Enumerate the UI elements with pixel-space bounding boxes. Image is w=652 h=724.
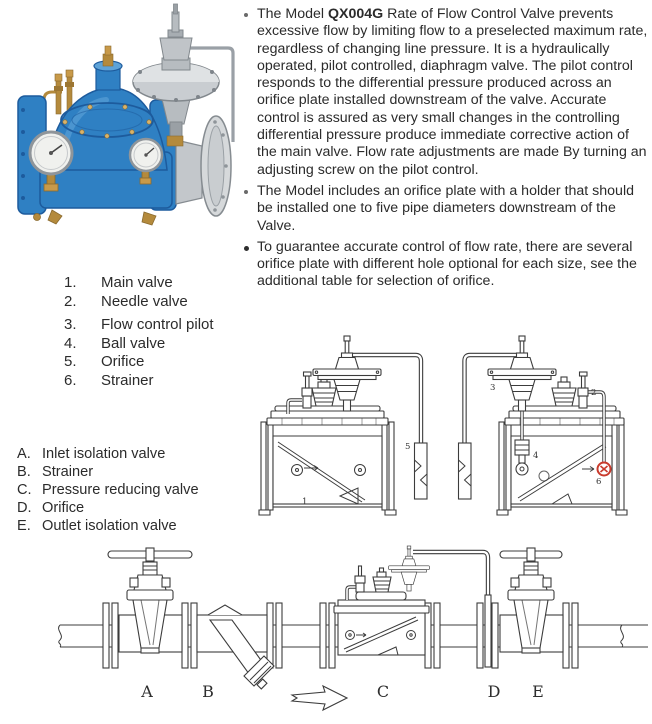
part-item xyxy=(64,274,214,293)
paragraph-orifice-selection xyxy=(257,239,651,291)
callout-strainer: 6 xyxy=(596,477,602,487)
schematic-label-c: C xyxy=(376,682,390,701)
paragraph-text: Rate of Flow Control Valve prevents excessive flow by limiting flow to a preselected maximum rate, regardless of changing line pressure. It is a hydraulically operated, pilot controlled, diaphragm valve. The pilot control responds to the differential pressure produced across an orifice plate installed downstream of the valve. Accurate control is assured as very small changes in the controlling differential pressure produce immediate corrective action of the main valve. Flow rate adjustments are made By turning an adjusting screw on the pilot control. xyxy=(257,6,648,178)
callout-ball-valve: 4 xyxy=(533,451,539,461)
bullet-icon xyxy=(244,13,248,17)
schematic-label-b: B xyxy=(202,682,214,701)
drain-cocks xyxy=(34,210,157,225)
schematic-label-a: A xyxy=(141,682,153,701)
part-number: 6. xyxy=(64,371,77,389)
legend-item xyxy=(17,445,199,463)
orifice-spool xyxy=(176,116,231,216)
strainer-marker-icon xyxy=(598,463,611,476)
legend-item xyxy=(17,481,199,499)
legend-item xyxy=(17,517,199,535)
diagram-left-assembly xyxy=(259,336,427,515)
legend-label: Outlet isolation valve xyxy=(42,518,177,534)
parts-list xyxy=(64,274,214,390)
orifice-holder-icon xyxy=(415,443,428,499)
needle-valve-icon xyxy=(355,566,365,592)
gate-valve-e xyxy=(500,548,563,653)
callout-pilot: 3 xyxy=(490,383,496,393)
orifice-plate-d xyxy=(477,595,498,668)
part-number: 4. xyxy=(64,334,77,352)
bullet-icon xyxy=(244,190,248,194)
part-number: 2. xyxy=(64,292,77,310)
part-label: Flow control pilot xyxy=(101,316,214,333)
strainer-b xyxy=(197,605,274,689)
part-item xyxy=(64,335,214,354)
schematic-label-e: E xyxy=(532,682,544,701)
legend-label: Inlet isolation valve xyxy=(42,446,166,462)
part-item xyxy=(64,293,214,312)
part-label: Main valve xyxy=(101,274,173,291)
gate-valve-a xyxy=(108,548,192,653)
flange-pair xyxy=(103,603,118,668)
paragraph-text: The Model xyxy=(257,6,328,22)
legend-key: C. xyxy=(17,482,32,498)
pilot-system-diagram xyxy=(252,318,652,533)
installation-schematic xyxy=(0,545,652,724)
needle-valve-icon xyxy=(302,372,312,408)
model-number: QX004G xyxy=(327,6,384,22)
callout-needle-valve: 2 xyxy=(591,388,597,398)
legend-item xyxy=(17,499,199,517)
paragraph-orifice-holder xyxy=(257,183,651,235)
legend-key: A. xyxy=(17,446,31,462)
installation-legend xyxy=(17,445,199,535)
part-label: Ball valve xyxy=(101,334,166,352)
callout-orifice: 5 xyxy=(405,442,411,452)
paragraph-text: The Model includes an orifice plate with a holder that should be installed one to five pipe diameters downstream of the Valve. xyxy=(257,182,634,234)
description-text xyxy=(257,6,651,295)
flange-pair xyxy=(563,603,578,668)
needle-valve-icon xyxy=(578,372,588,408)
part-number: 1. xyxy=(64,274,77,291)
part-item xyxy=(64,353,214,372)
paragraph-text: To guarantee accurate control of flow rate, there are several orifice plate with different hole optional for each size, see the additional table for selection of orifice. xyxy=(257,238,637,290)
schematic-label-d: D xyxy=(487,682,501,701)
legend-key: B. xyxy=(17,464,31,480)
legend-label: Pressure reducing valve xyxy=(42,482,199,498)
product-photo xyxy=(4,2,254,268)
bullet-icon xyxy=(244,246,249,251)
diagram-right-assembly xyxy=(459,336,628,515)
flange-pair xyxy=(182,603,197,668)
legend-item xyxy=(17,463,199,481)
flange-pair xyxy=(320,603,335,668)
flange-pair xyxy=(267,603,282,668)
paragraph-overview xyxy=(257,6,651,179)
legend-label: Orifice xyxy=(42,500,85,516)
part-item xyxy=(64,372,214,391)
part-label: Orifice xyxy=(101,353,145,370)
part-label: Needle valve xyxy=(101,292,188,310)
part-number: 3. xyxy=(64,316,77,333)
orifice-holder-icon xyxy=(459,443,472,499)
control-valve-c xyxy=(334,546,488,655)
pilot-icon xyxy=(488,336,556,411)
part-item xyxy=(64,316,214,335)
legend-key: E. xyxy=(17,518,31,534)
flow-arrow-icon xyxy=(292,686,347,710)
part-label: Strainer xyxy=(101,371,154,389)
legend-label: Strainer xyxy=(42,464,94,480)
part-number: 5. xyxy=(64,353,77,370)
legend-key: D. xyxy=(17,500,32,516)
callout-main-valve: 1 xyxy=(302,497,308,507)
